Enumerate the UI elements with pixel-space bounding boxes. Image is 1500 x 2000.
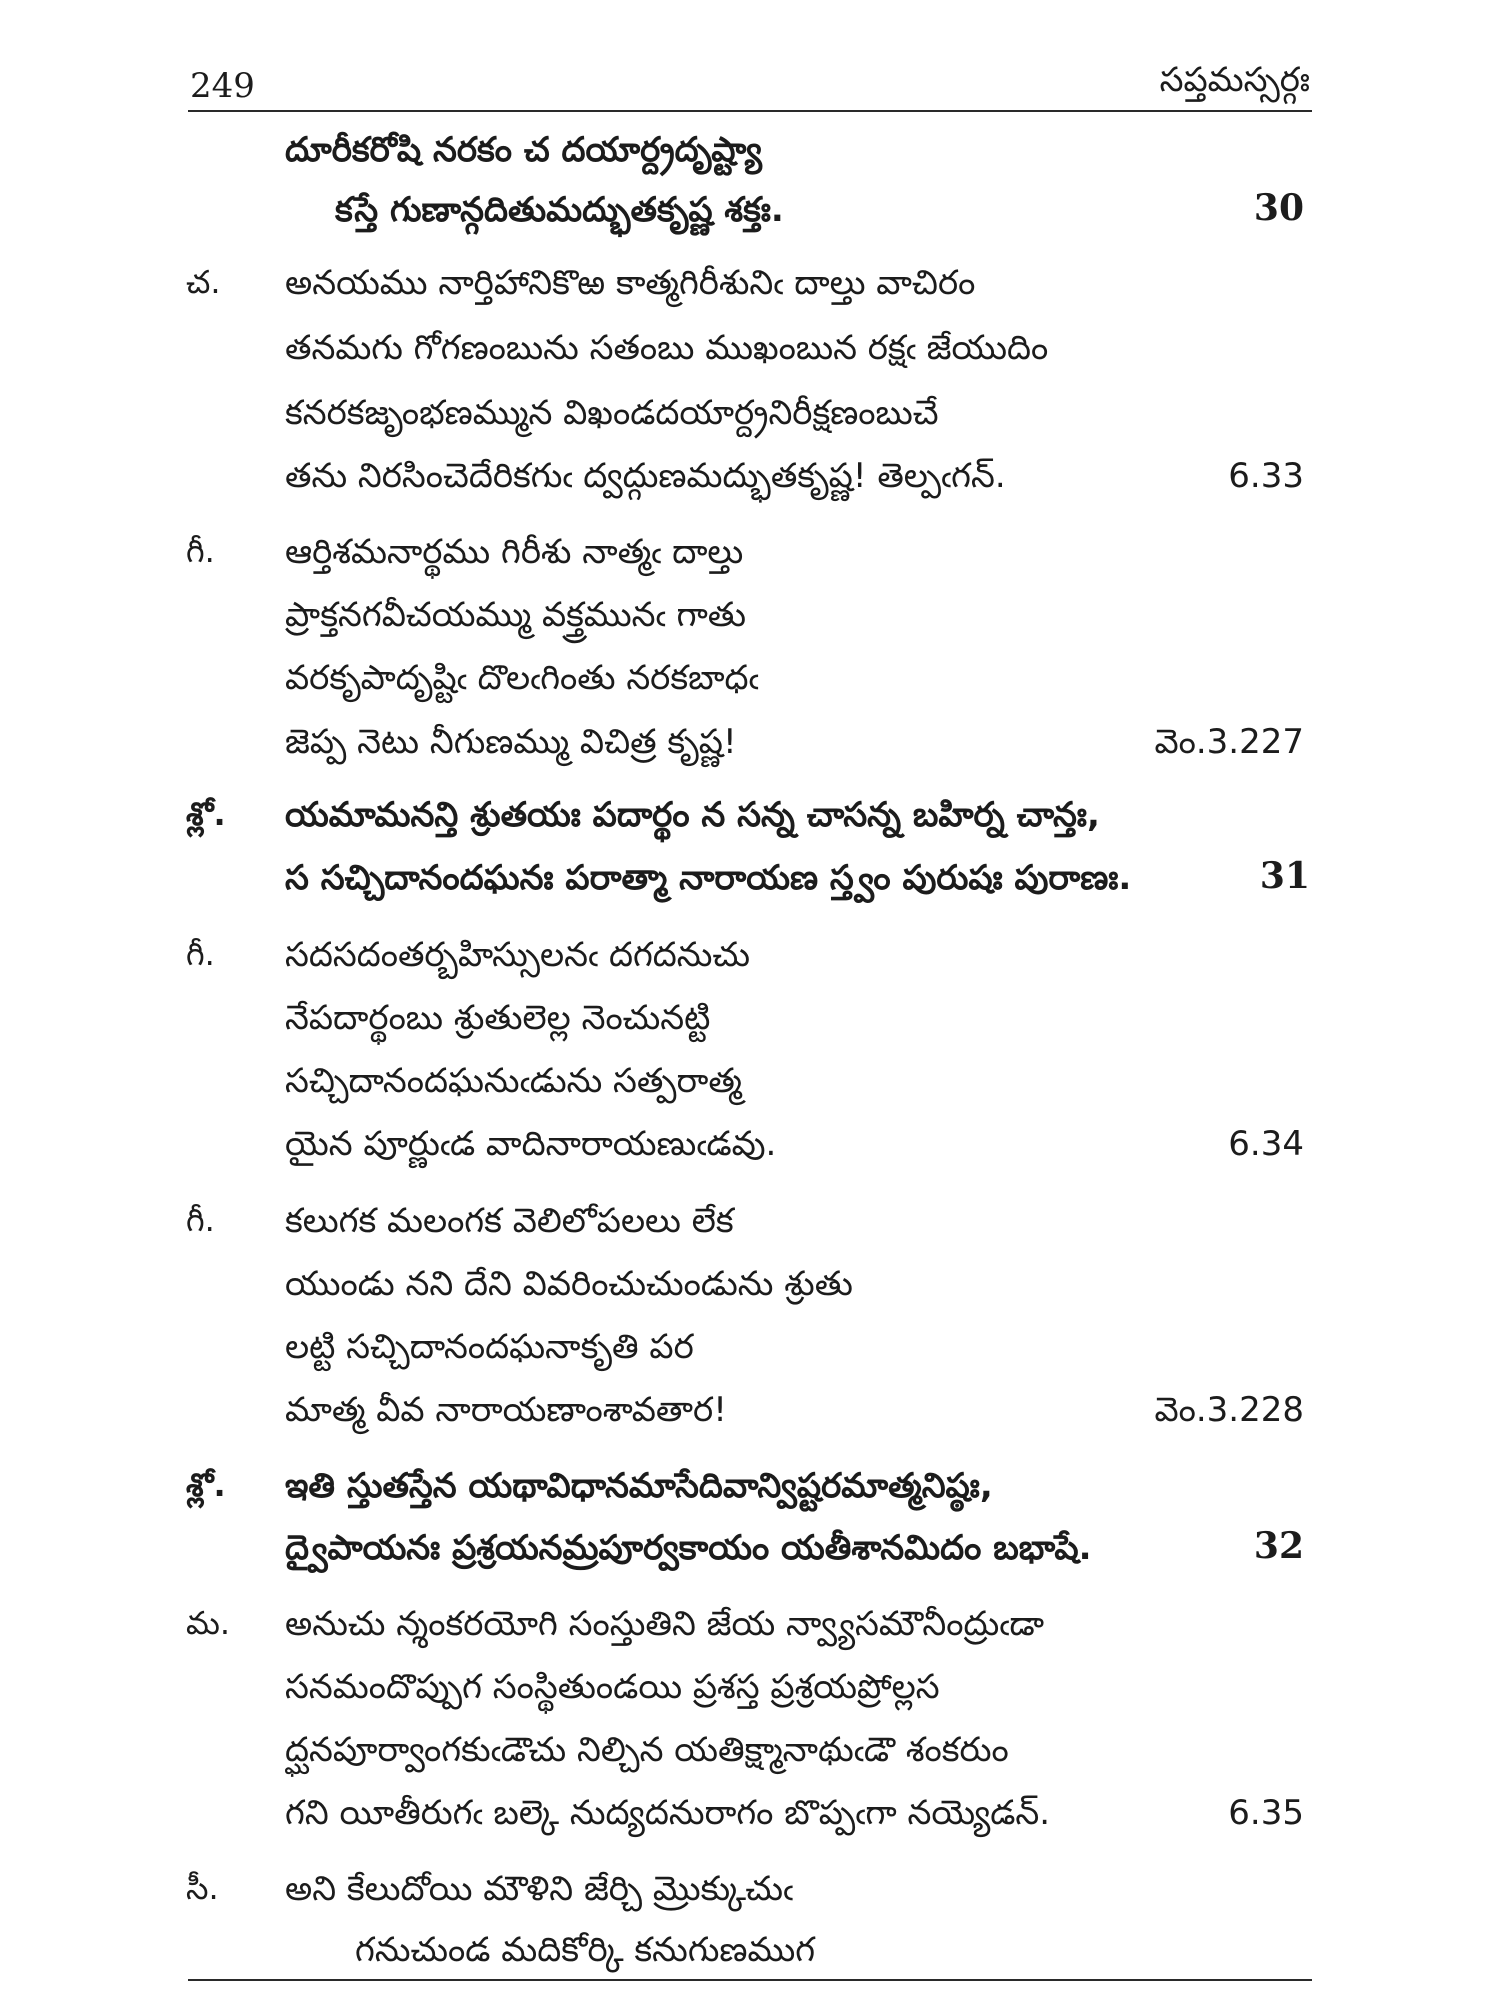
verse-number: 30: [1253, 187, 1304, 229]
verse-line: మాత్మ వీవ నారాయణాంశావతార!: [285, 1390, 727, 1430]
verse-line: సనమందొప్పుగ సంస్థితుండయి ప్రశస్త ప్రశ్రయప్రోల్లస: [285, 1667, 940, 1707]
verse-line: ద్వైపాయనః ప్రశ్రయనమ్రపూర్వకాయం యతీశానమిదం బభాషే.: [285, 1528, 1092, 1568]
verse-number: 32: [1253, 1525, 1304, 1567]
verse-line: అనుచు న్శంకరయోగి సంస్తుతిని జేయ న్వ్యాసమౌనీంద్రుఁడా: [285, 1604, 1045, 1644]
verse-line: కనరకజృంభణమ్మున విఖండదయార్ద్రనిరీక్షణంబుచే: [285, 393, 939, 433]
verse-reference: వెం.3.227: [1154, 722, 1304, 762]
meter-label: శ్లో.: [186, 795, 226, 833]
verse-reference: 6.35: [1228, 1793, 1304, 1833]
verse-line: దూరీకరోషి నరకం చ దయార్ద్రదృష్ట్యా: [285, 130, 762, 170]
verse-reference: 6.34: [1228, 1124, 1304, 1164]
verse-reference: 6.33: [1228, 456, 1304, 496]
verse-line: గనుచుండ మదికోర్కి కనుగుణముగ: [355, 1930, 816, 1970]
verse-line: అనయము నార్తిహానికొఱ కాత్మగిరీశునిఁ దాల్తు వాచిరం: [285, 263, 976, 303]
verse-line: ప్రాక్తనగవీచయమ్ము వక్త్రమునఁ గాతు: [285, 595, 746, 635]
footer-rule: [188, 1979, 1312, 1981]
meter-label: మ.: [186, 1604, 231, 1642]
verse-number: 31: [1259, 855, 1310, 897]
verse-line: యైన పూర్ణుఁడ వాదినారాయణుఁడవు.: [285, 1124, 777, 1164]
verse-line: యమామనన్తి శ్రుతయః పదార్థం న సన్న చాసన్న బహిర్న చాన్తః,: [285, 795, 1100, 835]
meter-label: చ.: [186, 263, 221, 301]
verse-line: ఇతి స్తుతస్తేన యథావిధానమాసేదివాన్విష్టరమాత్మనిష్ఠః,: [285, 1466, 993, 1506]
verse-line: తనమగు గోగణంబును సతంబు ముఖంబున రక్షఁ జేయుదిం: [285, 328, 1049, 368]
verse-line: కస్తే గుణాన్గదితుమద్భుతకృష్ణ శక్తః.: [335, 190, 784, 230]
verse-line: ద్ఘనపూర్వాంగకుఁడౌచు నిల్చిన యతిక్ష్మానాథుఁడౌ శంకరుం: [285, 1730, 1009, 1770]
verse-reference: వెం.3.228: [1154, 1390, 1304, 1430]
verse-line: యుండు నని దేని వివరించుచుండును శ్రుతు: [285, 1264, 853, 1304]
meter-label: శ్లో.: [186, 1466, 226, 1504]
page-number: 249: [190, 66, 255, 106]
verse-line: తను నిరసించెదేరికగుఁ ద్వద్గుణమద్భుతకృష్ణ! తెల్పఁగన్.: [285, 456, 1006, 496]
meter-label: సీ.: [186, 1869, 219, 1907]
meter-label: గీ.: [186, 532, 215, 570]
verse-line: కలుగక మలంగక వెలిలోపలలు లేక: [285, 1201, 734, 1241]
chapter-title: సప్తమస్సర్గః: [1159, 60, 1310, 100]
verse-line: సదసదంతర్బహిస్సులనఁ దగదనుచు: [285, 935, 751, 975]
verse-line: సచ్చిదానందఘనుఁడును సత్పరాత్మ: [285, 1061, 742, 1101]
verse-line: జెప్ప నెటు నీగుణమ్ము విచిత్ర కృష్ణ!: [285, 722, 737, 762]
meter-label: గీ.: [186, 935, 215, 973]
verse-line: నేపదార్థంబు శ్రుతులెల్ల నెంచునట్టి: [285, 998, 711, 1038]
verse-line: ఆర్తిశమనార్థము గిరీశు నాత్మఁ దాల్తు: [285, 532, 744, 572]
verse-line: లట్టి సచ్చిదానందఘనాకృతి పర: [285, 1327, 694, 1367]
header-rule: [188, 110, 1312, 112]
verse-line: గని యీతీరుగఁ బల్కె నుద్యదనురాగం బొప్పఁగా నయ్యెడన్.: [285, 1793, 1051, 1833]
verse-line: స సచ్చిదానందఘనః పరాత్మా నారాయణ స్త్వం పురుషః పురాణః.: [285, 858, 1132, 898]
verse-line: వరకృపాదృష్టిఁ దొలఁగింతు నరకబాధఁ: [285, 658, 759, 698]
verse-line: అని కేలుదోయి మౌళిని జేర్చి మ్రొక్కుచుఁ: [285, 1869, 794, 1909]
meter-label: గీ.: [186, 1201, 215, 1239]
